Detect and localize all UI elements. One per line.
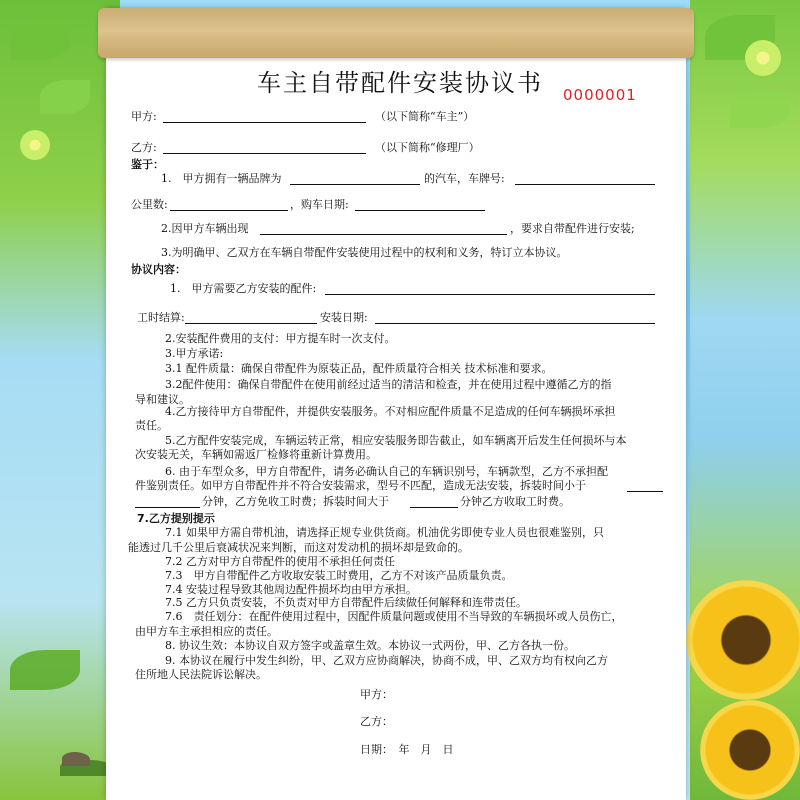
document-title: 车主自带配件安装协议书 bbox=[257, 69, 543, 97]
buy-date-line bbox=[355, 210, 485, 211]
agreement-item6c2: 分钟乙方收取工时费。 bbox=[460, 495, 570, 508]
install-date-label: 安装日期: bbox=[320, 311, 368, 324]
mileage-line bbox=[170, 210, 288, 211]
leaf-decoration bbox=[10, 650, 80, 690]
party-a-line bbox=[163, 122, 366, 123]
whereas-heading: 鉴于： bbox=[131, 158, 164, 171]
agreement-item4b: 责任。 bbox=[135, 419, 168, 432]
parts-line bbox=[325, 294, 655, 295]
min-time-line bbox=[135, 507, 200, 508]
reminder-7-3: 7.3 甲方自带配件乙方收取安装工时费用，乙方不对该产品质量负责。 bbox=[165, 569, 513, 582]
agreement-item3: 3.甲方承诺: bbox=[165, 347, 224, 360]
issue-line bbox=[260, 234, 507, 235]
whereas-item2-end: ，要求自带配件进行安装; bbox=[510, 222, 635, 235]
brand-line bbox=[290, 184, 420, 185]
buy-date-label: ，购车日期: bbox=[290, 198, 349, 211]
plate-line bbox=[515, 184, 655, 185]
agreement-item3-2b: 导和建议。 bbox=[135, 393, 190, 406]
agreement-item2: 2.安装配件费用的支付：甲方提车时一次支付。 bbox=[165, 332, 396, 345]
max-time-line bbox=[410, 507, 458, 508]
leaf-decoration bbox=[10, 20, 70, 60]
reminder-9a: 9. 本协议在履行中发生纠纷，甲、乙双方应协商解决，协商不成，甲、乙双方均有权向乙方 bbox=[165, 654, 608, 667]
sunflower-decoration bbox=[700, 700, 800, 800]
fee-label: 工时结算: bbox=[137, 311, 185, 324]
signature-date: 日期： 年 月 日 bbox=[360, 743, 454, 756]
mileage-label: 公里数: bbox=[131, 198, 168, 211]
whereas-item2: 2.因甲方车辆出现 bbox=[161, 222, 249, 235]
shoe-decoration bbox=[62, 752, 90, 766]
agreement-item6b: 件鉴别责任。如甲方自带配件并不符合安装需求，型号不匹配，造成无法安装，拆装时间小于 bbox=[135, 479, 586, 492]
sunflower-decoration bbox=[686, 580, 800, 700]
whereas-item3: 3.为明确甲、乙双方在车辆自带配件安装使用过程中的权利和义务，特订立本协议。 bbox=[161, 246, 568, 259]
reminder-heading: 7.乙方提别提示 bbox=[137, 512, 215, 525]
party-b-label: 乙方: bbox=[131, 141, 157, 154]
agreement-item6a: 6. 由于车型众多，甲方自带配件，请务必确认自己的车辆识别号，车辆款型，乙方不承担配 bbox=[165, 465, 608, 478]
whereas-item1-car: 的汽车，车牌号: bbox=[424, 172, 505, 185]
agreement-item3-1: 3.1 配件质量：确保自带配件为原装正品，配件质量符合相关 技术标准和要求。 bbox=[165, 362, 553, 375]
reminder-7-1b: 能透过几千公里后衰减状况来判断，而这对发动机的损坏却是致命的。 bbox=[128, 541, 469, 554]
reminder-7-6b: 由甲方车主承担相应的责任。 bbox=[135, 625, 278, 638]
install-date-line bbox=[375, 323, 655, 324]
agreement-item1: 1. 甲方需要乙方安装的配件: bbox=[170, 282, 317, 295]
agreement-item4a: 4.乙方接待甲方自带配件，并提供安装服务。不对相应配件质量不足造成的任何车辆损坏承担 bbox=[165, 405, 616, 418]
agreement-item5b: 次安装无关，车辆如需返厂检修将重新计算费用。 bbox=[135, 448, 377, 461]
reminder-8: 8. 协议生效：本协议自双方签字或盖章生效。本协议一式两份，甲、乙方各执一份。 bbox=[165, 639, 575, 652]
party-b-note: （以下简称“修理厂） bbox=[375, 141, 480, 154]
party-b-line bbox=[163, 153, 366, 154]
signature-party-b: 乙方： bbox=[360, 715, 393, 728]
agreement-heading: 协议内容： bbox=[131, 263, 186, 276]
signature-party-a: 甲方： bbox=[360, 688, 393, 701]
flower-decoration bbox=[20, 130, 50, 160]
agreement-item5a: 5.乙方配件安装完成，车辆运转正常，相应安装服务即告截止，如车辆离开后发生任何损坏与本 bbox=[165, 434, 627, 447]
min-time-line-end bbox=[627, 491, 663, 492]
reminder-7-6a: 7.6 责任划分：在配件使用过程中，因配件质量问题或使用不当导致的车辆损坏或人员伤亡， bbox=[165, 610, 623, 623]
fee-line bbox=[185, 323, 317, 324]
reminder-7-2: 7.2 乙方对甲方自带配件的使用不承担任何责任 bbox=[165, 555, 395, 568]
agreement-paper bbox=[106, 8, 686, 800]
party-a-note: （以下简称“车主”） bbox=[375, 110, 475, 123]
serial-number: 0000001 bbox=[563, 86, 637, 104]
agreement-item6c1: 分钟，乙方免收工时费；拆装时间大于 bbox=[202, 495, 389, 508]
reminder-7-1a: 7.1 如果甲方需自带机油，请选择正规专业供货商。机油优劣即使专业人员也很难鉴别，只 bbox=[165, 526, 604, 539]
reminder-7-5: 7.5 乙方只负责安装，不负责对甲方自带配件后续做任何解释和连带责任。 bbox=[165, 596, 527, 609]
whereas-item1: 1. 甲方拥有一辆品牌为 bbox=[161, 172, 282, 185]
party-a-label: 甲方: bbox=[131, 110, 157, 123]
paper-binding-strip bbox=[98, 8, 694, 58]
reminder-7-4: 7.4 安装过程导致其他周边配件损坏均由甲方承担。 bbox=[165, 583, 417, 596]
agreement-item3-2a: 3.2配件使用：确保自带配件在使用前经过适当的清洁和检查，并在使用过程中遵循乙方的指 bbox=[165, 378, 612, 391]
reminder-9b: 住所地人民法院诉讼解决。 bbox=[135, 668, 267, 681]
